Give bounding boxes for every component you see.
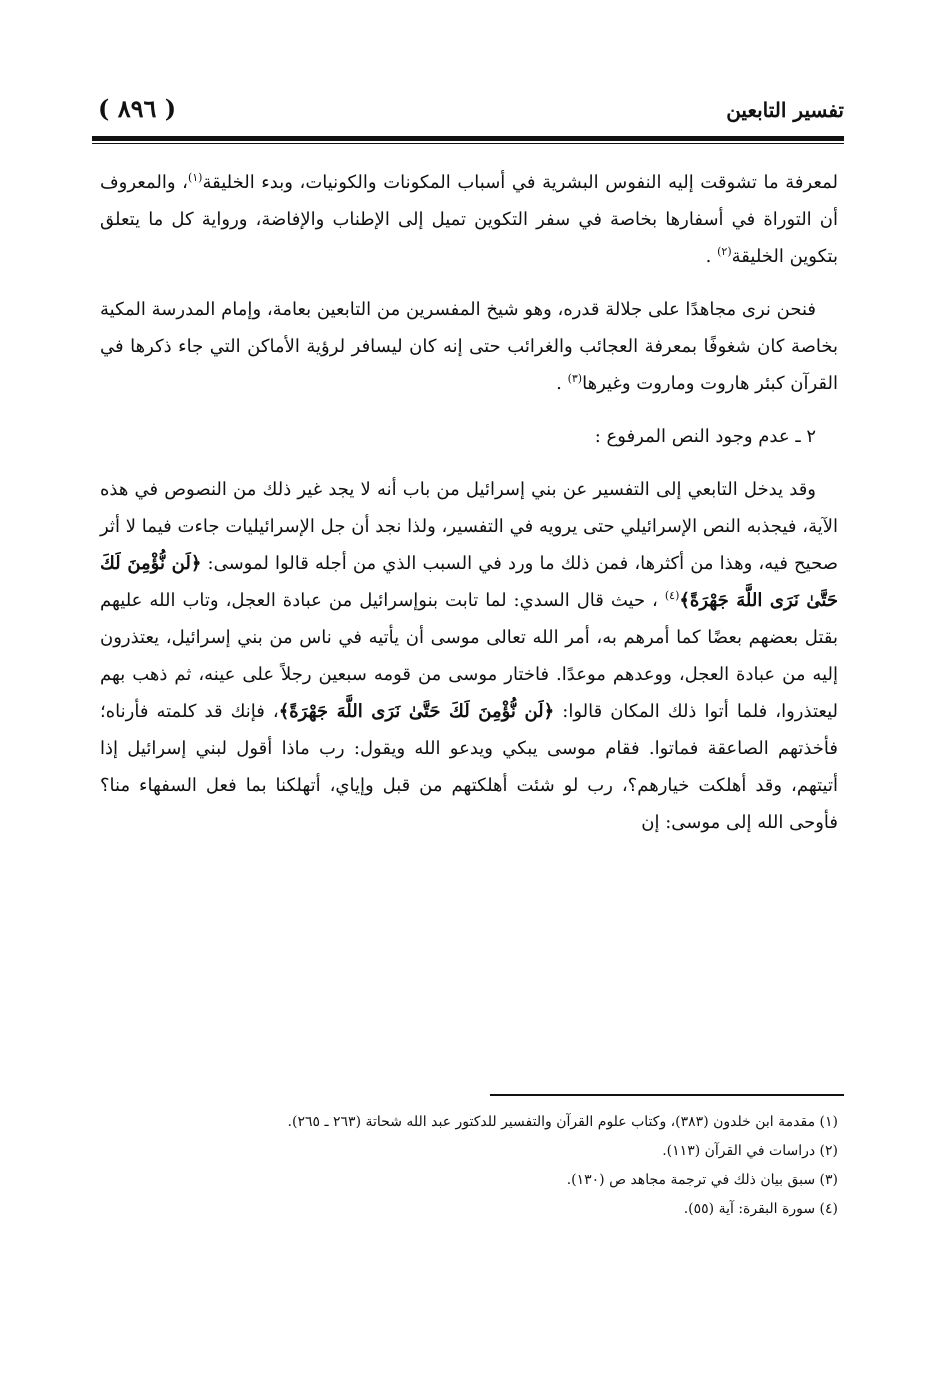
paragraph-3-text-a: وقد يدخل التابعي إلى التفسير عن بني إسرائيل من باب أنه لا يجد غير ذلك من النصوص في هذه الآية، فيجذبه النص الإسرائيلي حتى يرويه في التفسير، ولذا نجد أن جل الإسرائيليات جاءت فيما لا أثر صحيح فيه، وهذا من أكثرها، فمن ذلك ما ورد في السبب الذي من أجله قالوا لموسى: [100, 479, 838, 574]
footnote-ref-1[interactable]: (١) [187, 171, 203, 184]
paragraph-3-text-c: ، فإنك قد كلمته فأرناه؛ فأخذتهم الصاعقة فماتوا. فقام موسى يبكي ويدعو الله ويقول: رب ماذا أقول لبني إسرائيل إذا أتيتهم، وقد أهلكت خيارهم؟، رب لو شئت أهلكتهم من قبل وإياي، أتهلكنا بما فعل السفهاء منا؟ فأوحى الله إلى موسى: إن [100, 701, 838, 833]
footnote-3: (٣) سبق بيان ذلك في ترجمة مجاهد ص (١٣٠). [566, 1172, 838, 1188]
paragraph-2-text-a: فنحن نرى مجاهدًا على جلالة قدره، وهو شيخ المفسرين من التابعين بعامة، وإمام المدرسة المكية بخاصة كان شغوفًا بمعرفة العجائب والغرائب حتى إنه كان ليسافر لرؤية الأماكن التي جاء ذكرها في القرآن كبئر هاروت وماروت وغيرها [100, 299, 838, 394]
paragraph-1-text-b: ، والمعروف أن التوراة في أسفارها بخاصة في سفر التكوين تميل إلى الإطناب والإفاضة، ورواية كل ما يتعلق بتكوين الخليقة [100, 172, 838, 267]
paragraph-2 [100, 291, 838, 402]
footnote-2: (٢) دراسات في القرآن (١١٣). [662, 1143, 838, 1159]
footnote-separator [490, 1094, 844, 1096]
footnote-ref-4[interactable]: (٤) [664, 589, 680, 602]
footnote-1: (١) مقدمة ابن خلدون (٣٨٣)، وكتاب علوم القرآن والتفسير للدكتور عبد الله شحاتة (٢٦٣ ـ ٢٦٥). [287, 1114, 838, 1130]
page-header [92, 92, 844, 132]
paragraph-2-text-b: . [556, 373, 568, 394]
quran-verse-1: ﴿لَن نُّؤْمِنَ لَكَ حَتَّىٰ نَرَى اللَّهَ جَهْرَةً﴾ [100, 553, 838, 611]
paragraph-1-text-a: لمعرفة ما تشوقت إليه النفوس البشرية في أسباب المكونات والكونيات، وبدء الخليقة [202, 172, 838, 193]
header-rule-thin [92, 143, 844, 144]
page-number: ( ٨٩٦ ) [98, 94, 177, 123]
paragraph-3-text-b: ، حيث قال السدي: لما تابت بنوإسرائيل من عبادة العجل، وتاب الله عليهم بقتل بعضهم بعضًا كما أمرهم به، أمر الله تعالى موسى أن يأتيه في ناس من بني إسرائيل، يعتذرون إليه من عبادة العجل، ووعدهم موعدًا. فاختار موسى من قومه سبعين رجلاً على عينه، ثم ذهب بهم ليعتذروا، فلما أتوا ذلك المكان قالوا: [100, 590, 838, 722]
footnote-4: (٤) سورة البقرة: آية (٥٥). [683, 1201, 838, 1217]
paragraph-1 [100, 164, 838, 275]
paragraph-3 [100, 471, 838, 841]
footnote-ref-3[interactable]: (٣) [567, 372, 583, 385]
section-heading: ٢ ـ عدم وجود النص المرفوع : [594, 426, 816, 447]
main-text [100, 164, 838, 841]
running-title: تفسير التابعين [726, 98, 844, 122]
footnotes [100, 1108, 838, 1224]
header-rule-thick [92, 136, 844, 141]
quran-verse-2: ﴿لَن نُّؤْمِنَ لَكَ حَتَّىٰ نَرَى اللَّهَ جَهْرَةً﴾ [278, 701, 555, 722]
paragraph-1-text-c: . [705, 246, 718, 267]
footnote-ref-2[interactable]: (٢) [717, 245, 732, 258]
